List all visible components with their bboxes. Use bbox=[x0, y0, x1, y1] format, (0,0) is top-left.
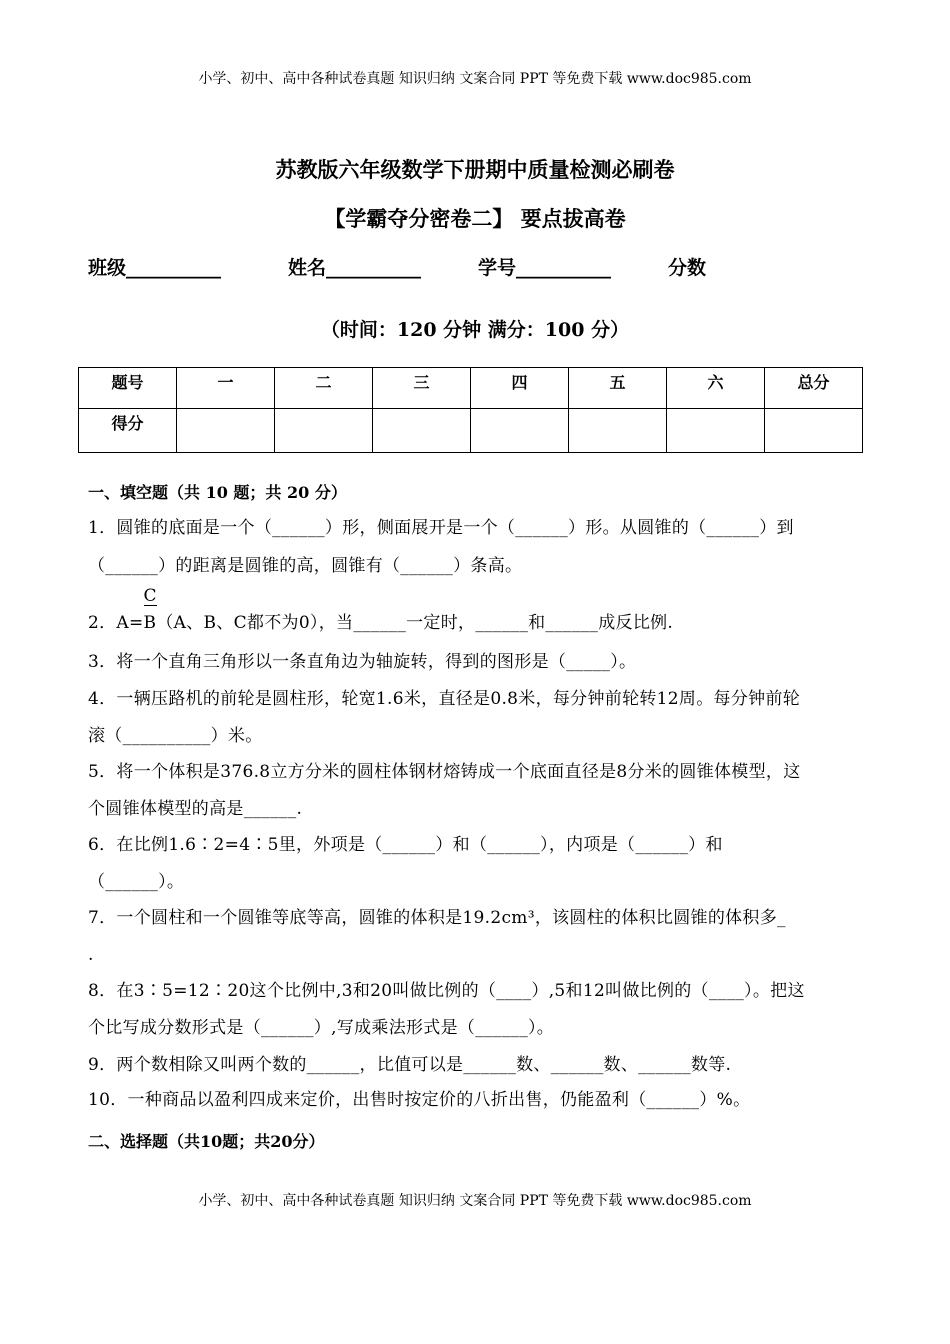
question-line: 8．在3∶5=12∶20这个比例中,3和20叫做比例的（____）,5和12叫做比例的（____）。把这 bbox=[88, 981, 805, 1001]
exam-title: 苏教版六年级数学下册期中质量检测必刷卷 bbox=[275, 157, 675, 182]
score-field: 分数 bbox=[668, 257, 707, 279]
question-line: . bbox=[88, 945, 94, 965]
score-cell bbox=[765, 409, 863, 453]
score-cell bbox=[177, 409, 275, 453]
question-line bbox=[88, 586, 674, 635]
fraction-denominator: B bbox=[143, 613, 157, 633]
score-cell bbox=[471, 409, 569, 453]
question-line: 滚（__________）米。 bbox=[88, 726, 263, 746]
question-line: 4．一辆压路机的前轮是圆柱形，轮宽1.6米，直径是0.8米，每分钟前轮转12周。每分钟前轮 bbox=[88, 689, 801, 709]
page-header: 小学、初中、高中各种试卷真题 知识归纳 文案合同 PPT 等免费下载 www.doc985.com bbox=[198, 71, 752, 87]
q2-prefix: 2．A= bbox=[88, 613, 144, 633]
question-line: （______）。 bbox=[88, 872, 185, 892]
score-cell bbox=[373, 409, 471, 453]
table-cell: 六 bbox=[667, 368, 765, 409]
class-field: 班级__________ bbox=[88, 257, 222, 279]
table-row bbox=[79, 409, 863, 453]
question-line: 7．一个圆柱和一个圆锥等底等高，圆锥的体积是19.2cm³，该圆柱的体积比圆锥的体积多_ bbox=[88, 908, 786, 928]
student-id-field: 学号__________ bbox=[478, 257, 612, 279]
table-cell: 题号 bbox=[79, 368, 177, 409]
score-table bbox=[78, 367, 863, 453]
question-line: 个比写成分数形式是（______）,写成乘法形式是（______）。 bbox=[88, 1018, 555, 1038]
table-cell: 三 bbox=[373, 368, 471, 409]
question-line: 3．将一个直角三角形以一条直角边为轴旋转，得到的图形是（_____）。 bbox=[88, 652, 637, 672]
section-heading: 二、选择题（共10题；共20分） bbox=[88, 1132, 325, 1151]
question-line: 1．圆锥的底面是一个（______）形，侧面展开是一个（______）形。从圆锥的（______）到 bbox=[88, 518, 794, 538]
table-cell: 二 bbox=[275, 368, 373, 409]
question-line: 个圆锥体模型的高是______. bbox=[88, 799, 303, 819]
fraction-numerator: C bbox=[143, 586, 157, 606]
fraction bbox=[143, 586, 157, 635]
score-cell bbox=[275, 409, 373, 453]
question-line: 5．将一个体积是376.8立方分米的圆柱体钢材熔铸成一个底面直径是8分米的圆锥体模型，这 bbox=[88, 762, 801, 782]
table-cell: 四 bbox=[471, 368, 569, 409]
q2-rest: （A、B、C都不为0），当______一定时，______和______成反比例. bbox=[156, 613, 674, 633]
score-cell bbox=[667, 409, 765, 453]
table-header-row bbox=[79, 368, 863, 409]
question-line: （______）的距离是圆锥的高，圆锥有（______）条高。 bbox=[88, 556, 523, 576]
question-line: 6．在比例1.6∶2=4∶5里，外项是（______）和（______），内项是（______）和 bbox=[88, 835, 723, 855]
score-cell bbox=[569, 409, 667, 453]
exam-subtitle: 【学霸夺分密卷二】 要点拔高卷 bbox=[324, 206, 626, 231]
table-cell: 五 bbox=[569, 368, 667, 409]
section-heading: 一、填空题（共 10 题；共 20 分） bbox=[88, 483, 347, 502]
table-cell: 得分 bbox=[79, 409, 177, 453]
table-cell: 总分 bbox=[765, 368, 863, 409]
table-cell: 一 bbox=[177, 368, 275, 409]
question-line: 10．一种商品以盈利四成来定价，出售时按定价的八折出售，仍能盈利（______）%。 bbox=[88, 1090, 751, 1110]
name-field: 姓名__________ bbox=[288, 257, 422, 279]
page-footer: 小学、初中、高中各种试卷真题 知识归纳 文案合同 PPT 等免费下载 www.doc985.com bbox=[198, 1193, 752, 1209]
time-and-score: （时间：120 分钟 满分：100 分） bbox=[320, 319, 630, 341]
question-line: 9．两个数相除又叫两个数的______，比值可以是______数、______数、______数等. bbox=[88, 1055, 732, 1075]
